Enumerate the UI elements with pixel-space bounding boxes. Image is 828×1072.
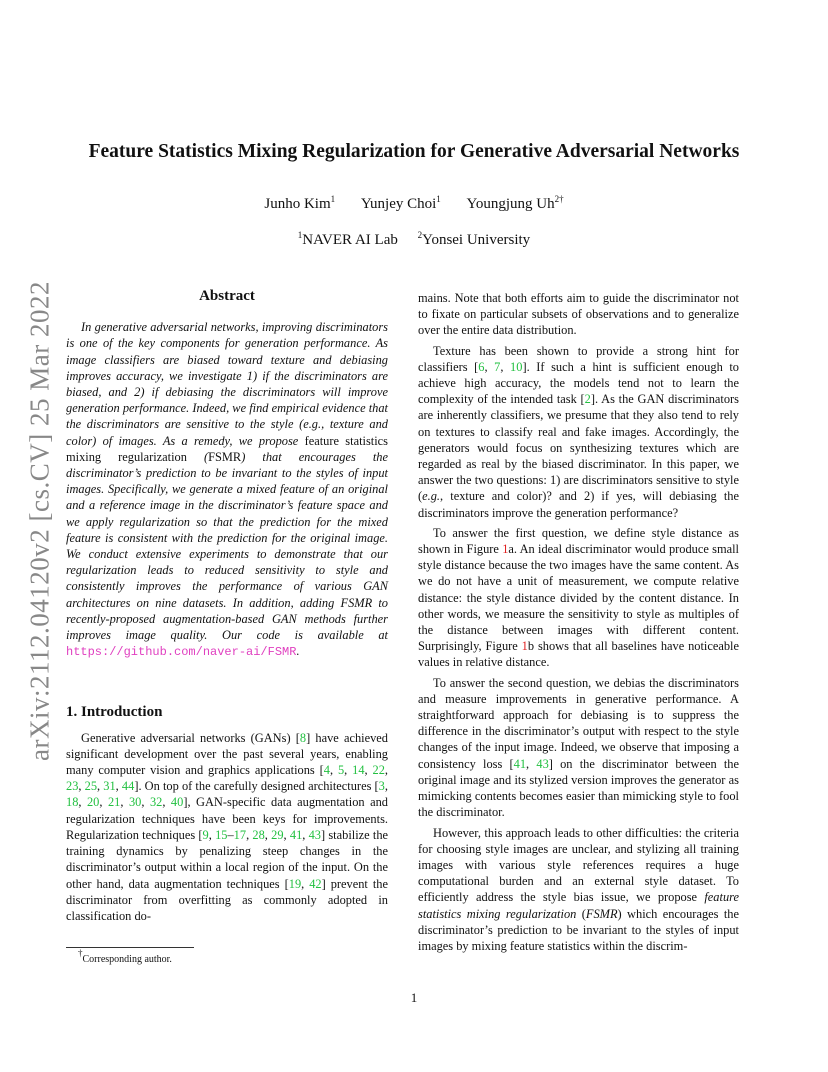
citation-link[interactable]: 25 [84, 779, 98, 794]
arxiv-stamp: arXiv:2112.04120v2 [cs.CV] 25 Mar 2022 [24, 281, 55, 761]
citation-link[interactable]: 6 [478, 359, 485, 374]
citation-link[interactable]: 2 [584, 392, 591, 407]
citation-link[interactable]: 41 [289, 827, 303, 842]
text-run: ]. If such a hint is sufficient enough to achieve high accuracy, the models tend not to learn the complexity of the intended task [ [418, 359, 739, 407]
text-run: ( [576, 906, 586, 921]
affiliation-list [0, 232, 828, 249]
text-run: To answer the second question, we debias the discriminators and measure improvements in generative performance. A straightforward approach for debiasing is to suppress the difference in the discriminator’s output with respect to the style changes of the input image. Indeed, we observe that imposing a consistency loss [ [418, 675, 739, 771]
text-run: , [162, 795, 171, 810]
citation-link[interactable]: 44 [121, 779, 135, 794]
text-run: , [283, 827, 290, 842]
text-run: [ [295, 730, 300, 745]
section-heading-introduction: 1. Introduction [66, 704, 163, 721]
text-run: ] on the discriminator between the original image and its stylized version improves the generator as mimicking contents becomes easier than mimicking style to fool the discriminator. [418, 756, 739, 820]
citation-link[interactable]: 40 [170, 795, 184, 810]
page-number: 1 [410, 990, 418, 1005]
emphasis-text: feature statistics mixing regularization [418, 890, 739, 921]
emphasis-text: e.g. [422, 489, 441, 504]
citation-link[interactable]: 15 [215, 827, 228, 842]
text-run: ] have achieved significant development over the past several years, enabling many computer vision and graphics applications [ [66, 730, 388, 778]
citation-link[interactable]: 22 [372, 763, 385, 778]
text-run: , [78, 795, 87, 810]
text-run: , [344, 763, 353, 778]
right-column [418, 290, 739, 954]
text-run: , [246, 827, 253, 842]
body-paragraph [418, 290, 739, 339]
citation-link[interactable]: 20 [86, 795, 100, 810]
text-run: ]. As the GAN discriminators are inherently classifiers, we presume that they also tend to rely on textures to classify real and fake images. Accordingly, the generators would focus on synthesizing textures which are regarded as real by the biased discriminator. In this paper, we answer the two questions: 1) are discriminators sensitive to style ( [418, 392, 739, 504]
text-run: , [141, 795, 150, 810]
text-run: , [120, 795, 129, 810]
citation-link[interactable]: 19 [288, 876, 302, 891]
text-run: To answer the first question, we define style distance as shown in Figure [418, 525, 739, 557]
citation-link[interactable]: 31 [103, 779, 116, 794]
citation-link[interactable]: 41 [513, 756, 527, 771]
citation-link[interactable]: 43 [308, 827, 321, 842]
citation-link[interactable]: 3 [378, 779, 385, 794]
text-run: , [384, 779, 388, 794]
text-run: , [78, 779, 85, 794]
citation-link[interactable]: 43 [536, 756, 549, 771]
text-run: ] stabilize the training dynamics by penalizing steep changes in the discriminator’s output within a local region of the input. On the other hand, data augmentation techniques [ [66, 827, 389, 891]
citation-link[interactable]: 29 [271, 827, 284, 842]
intro-paragraph [66, 730, 388, 924]
citation-link[interactable]: 7 [494, 359, 501, 374]
author-list [0, 196, 828, 213]
author: Youngjung $Uh^{2\dagger}$ [466, 194, 564, 212]
text-run: , [384, 763, 388, 778]
text-run: b shows that all baselines have noticeable values in relative distance. [418, 639, 739, 670]
citation-link[interactable]: 17 [233, 827, 247, 842]
paper-title: Feature Statistics Mixing Regularization for Generative Adversarial Networks [88, 141, 740, 162]
affiliation: $^1$NAVER AI Lab [297, 230, 398, 248]
text-run: ] prevent the discriminator from overfitting as commonly adopted in classification do- [66, 876, 388, 923]
left-column [66, 288, 388, 924]
citation-link[interactable]: 4 [323, 763, 330, 778]
citation-link[interactable]: 32 [149, 795, 163, 810]
text-run: , [264, 827, 272, 842]
emphasis-text: FSMR [585, 906, 618, 921]
text-run: , [115, 779, 122, 794]
figure-reference-link[interactable]: 1 [521, 639, 528, 654]
figure-reference-link[interactable]: 1 [502, 542, 509, 557]
text-run: , [526, 756, 537, 771]
text-run: mains. Note that both efforts aim to guide the discriminator not to fixate on particular subsets of observations and to generalize over the entire data distribution. [418, 291, 739, 338]
citation-link[interactable]: 8 [299, 730, 307, 745]
text-run: – [227, 827, 234, 842]
text-run: , [364, 763, 373, 778]
text-run: However, this approach leads to other difficulties: the criteria for choosing style images are unclear, and stylizing all training images with various style references requires a huge computational burden and an external style dataset. To efficiently address the style bias issue, we propose [418, 825, 739, 905]
text-run: , [302, 827, 309, 842]
affiliation: $^2$Yonsei University [417, 230, 531, 248]
text-run: ) which encourages the discriminator’s prediction to be invariant to the styles of input images by mixing feature statistics within the discrim- [418, 906, 739, 953]
body-paragraph [418, 825, 739, 955]
text-run: , [301, 876, 310, 891]
footnote: †Corresponding author. [78, 948, 172, 965]
body-paragraph [418, 675, 739, 821]
citation-link[interactable]: 9 [202, 827, 209, 842]
abstract-heading: Abstract [199, 288, 255, 304]
text-run: , [97, 779, 104, 794]
text-run: , [484, 359, 495, 374]
citation-link[interactable]: 21 [107, 795, 121, 810]
text-run: , [99, 795, 108, 810]
text-run: , [500, 359, 511, 374]
footnote-rule [66, 947, 194, 948]
citation-link[interactable]: 42 [309, 876, 322, 891]
citation-link[interactable]: 28 [252, 827, 265, 842]
body-paragraph [418, 525, 739, 671]
text-run: , [208, 827, 216, 842]
citation-link[interactable]: 18 [66, 795, 79, 810]
author: Junho Kim$^1$ [264, 194, 336, 212]
text-run: , texture and color)? and 2) if yes, will debiasing the discriminators improve the generation performance? [418, 489, 739, 520]
citation-link[interactable]: 14 [352, 763, 365, 778]
text-run: Texture has been shown to provide a strong hint for classifiers [ [418, 343, 739, 374]
citation-link[interactable]: 10 [510, 359, 523, 374]
text-run: a. An ideal discriminator would produce small style distance because the two images have the same content. As we do not have a unit of measurement, we compute relative distance: the style distance divided by the content distance. In other words, we measure the sensitivity to style as multiples of the distance between images with different content. Surprisingly, Figure [418, 542, 739, 654]
body-paragraph [418, 343, 739, 521]
citation-link[interactable]: 30 [128, 795, 142, 810]
text-run: ]. On top of the carefully designed architectures [ [134, 779, 379, 794]
citation-link[interactable]: 23 [66, 779, 79, 794]
text-run: Generative adversarial networks (GANs) [81, 730, 296, 745]
code-link[interactable]: https://github.com/naver-ai/FSMR [66, 645, 297, 660]
author: Yunjey Choi$^1$ [360, 194, 441, 212]
abstract-body: In generative adversarial networks, improving discriminators is one of the key components for generation performance. As image classifiers are biased toward texture and debiasing improves accuracy, we investigate 1) if the discriminators are biased, and 2) if debiasing the discriminators will improve generation performance. Indeed, we find empirical evidence that the discriminators are sensitive to the style (e.g., texture and color) of images. As a remedy, we propose feature statistics mixing regularization (FSMR) that encourages the discriminator’s prediction to be invariant to the styles of input images. Specifically, we generate a mixed feature of an original and a reference image in the discriminator’s feature space and we apply regularization so that the prediction for the mixed feature is consistent with the prediction for the original image. We conduct extensive experiments to demonstrate that our regularization leads to reduced sensitivity to style and consistently improves the performance of various GAN architectures on nine datasets. In addition, adding FSMR to recently-proposed augmentation-based GAN methods further improves image quality. Our code is available at https://github.com/naver-ai/FSMR. [66, 320, 388, 660]
text-run: , [329, 763, 338, 778]
citation-link[interactable]: 5 [337, 763, 345, 778]
text-run: ], GAN-specific data augmentation and regularization techniques have been keys for improvements. Regularization techniques [ [66, 795, 388, 842]
